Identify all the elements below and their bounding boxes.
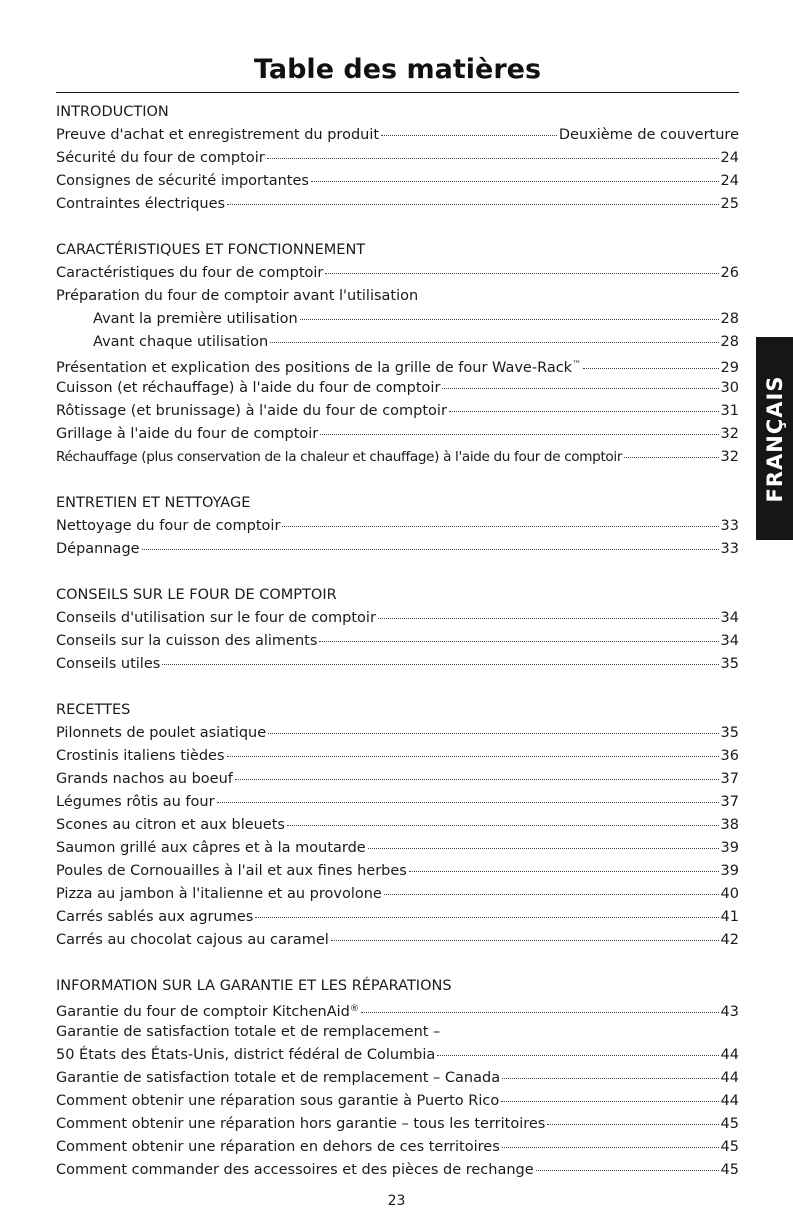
entry-title-text: Présentation et explication des positions de la grille de four Wave-Rack — [56, 360, 573, 376]
entry-title — [56, 1113, 545, 1136]
entry-page: 35 — [720, 725, 739, 741]
entry-title-text: Avant la première utilisation — [93, 311, 298, 327]
entry-title-text: Avant chaque utilisation — [93, 334, 269, 350]
entry-title — [56, 630, 317, 653]
section-heading: CONSEILS SUR LE FOUR DE COMPTOIR — [56, 587, 337, 603]
table-of-contents — [56, 101, 739, 1182]
toc-entry — [56, 124, 739, 147]
entry-title-text: Réchauffage (plus conservation de la chaleur et chauffage) à l'aide du four de comptoir — [56, 449, 623, 465]
toc-entry — [56, 1090, 739, 1113]
dot-leader — [384, 894, 719, 895]
entry-title — [56, 791, 215, 814]
language-tab — [756, 337, 793, 540]
section-heading: ENTRETIEN ET NETTOYAGE — [56, 495, 251, 511]
entry-page: 43 — [720, 1004, 739, 1020]
entry-title — [56, 262, 323, 285]
entry-title-text: Garantie de satisfaction totale et de remplacement – Canada — [56, 1070, 501, 1086]
section-heading: INFORMATION SUR LA GARANTIE ET LES RÉPARATIONS — [56, 978, 452, 994]
entry-page: 45 — [720, 1139, 739, 1155]
entry-title — [56, 538, 140, 561]
entry-title — [56, 883, 382, 906]
entry-title — [56, 653, 160, 676]
language-tab-label: FRANÇAIS — [762, 375, 787, 502]
entry-title — [56, 515, 280, 538]
entry-page: 33 — [720, 518, 739, 534]
toc-entry — [56, 170, 739, 193]
entry-page: 40 — [720, 886, 739, 902]
entry-title-text: Comment obtenir une réparation en dehors de ces territoires — [56, 1139, 500, 1155]
entry-title — [56, 607, 376, 630]
dot-leader — [536, 1170, 719, 1171]
entry-page: 41 — [720, 909, 739, 925]
toc-entry — [56, 883, 739, 906]
entry-title-text: Consignes de sécurité importantes — [56, 173, 309, 189]
entry-page: 39 — [720, 863, 739, 879]
entry-title — [56, 1024, 440, 1040]
entry-page: 25 — [720, 196, 739, 212]
entry-title-text: Scones au citron et aux bleuets — [56, 817, 285, 833]
entry-title — [56, 124, 379, 147]
toc-entry — [56, 722, 739, 745]
entry-page: 28 — [720, 334, 739, 350]
entry-title — [56, 929, 329, 952]
section-heading: CARACTÉRISTIQUES ET FONCTIONNEMENT — [56, 242, 366, 258]
entry-page: 32 — [720, 449, 739, 465]
toc-section — [56, 699, 739, 952]
entry-page: 42 — [720, 932, 739, 948]
toc-section — [56, 975, 739, 1182]
toc-entry — [56, 354, 739, 377]
entry-title — [56, 288, 418, 304]
entry-title-text: Conseils d'utilisation sur le four de comptoir — [56, 610, 376, 626]
toc-entry — [56, 377, 739, 400]
entry-title-text: Préparation du four de comptoir avant l'utilisation — [56, 288, 419, 304]
dot-leader — [142, 549, 719, 550]
entry-title — [56, 814, 285, 837]
dot-leader — [331, 940, 719, 941]
entry-title — [56, 837, 366, 860]
page-number: 23 — [387, 1193, 406, 1209]
toc-entry — [56, 860, 739, 883]
entry-title-text: Garantie de satisfaction totale et de remplacement – — [56, 1024, 441, 1040]
entry-page: 24 — [720, 173, 739, 189]
entry-title-text: Poules de Cornouailles à l'ail et aux fines herbes — [56, 863, 407, 879]
entry-title-text: Contraintes électriques — [56, 196, 226, 212]
toc-entry — [56, 147, 739, 170]
toc-entry — [56, 653, 739, 676]
entry-title-text: Saumon grillé aux câpres et à la moutarde — [56, 840, 366, 856]
entry-title — [56, 1067, 500, 1090]
section-heading: RECETTES — [56, 702, 131, 718]
entry-title-text: Grillage à l'aide du four de comptoir — [56, 426, 319, 442]
dot-leader — [501, 1101, 718, 1102]
dot-leader — [624, 457, 718, 458]
dot-leader — [217, 802, 719, 803]
dot-leader — [449, 411, 719, 412]
toc-page — [56, 0, 739, 1182]
entry-title-text: Pilonnets de poulet asiatique — [56, 725, 267, 741]
entry-title-text: Crostinis italiens tièdes — [56, 748, 225, 764]
toc-entry — [56, 837, 739, 860]
entry-title — [56, 768, 233, 791]
entry-title — [56, 446, 622, 469]
entry-title-text: Sécurité du four de comptoir — [56, 150, 265, 166]
entry-title — [93, 331, 268, 354]
entry-title-text: Rôtissage (et brunissage) à l'aide du four de comptoir — [56, 403, 447, 419]
dot-leader — [361, 1012, 719, 1013]
dot-leader — [300, 319, 719, 320]
dot-leader — [235, 779, 719, 780]
dot-leader — [311, 181, 719, 182]
dot-leader — [381, 135, 557, 136]
toc-entry — [56, 308, 739, 331]
trademark-mark: ™ — [572, 360, 582, 370]
entry-page: 45 — [720, 1162, 739, 1178]
toc-entry — [56, 285, 739, 308]
dot-leader — [267, 158, 719, 159]
entry-page: 37 — [720, 794, 739, 810]
dot-leader — [409, 871, 719, 872]
dot-leader — [583, 368, 718, 369]
dot-leader — [502, 1147, 719, 1148]
section-heading: INTRODUCTION — [56, 104, 169, 120]
dot-leader — [368, 848, 719, 849]
dot-leader — [255, 917, 718, 918]
entry-page: 28 — [720, 311, 739, 327]
toc-entry — [56, 630, 739, 653]
toc-entry — [56, 1067, 739, 1090]
entry-title — [56, 170, 309, 193]
entry-title — [56, 147, 265, 170]
entry-page: Deuxième de couverture — [558, 127, 739, 143]
entry-page: 35 — [720, 656, 739, 672]
dot-leader — [282, 526, 718, 527]
dot-leader — [325, 273, 718, 274]
dot-leader — [319, 641, 718, 642]
entry-page: 26 — [720, 265, 739, 281]
toc-entry — [56, 193, 739, 216]
entry-title-text: Conseils utiles — [56, 656, 161, 672]
toc-section — [56, 239, 739, 469]
entry-title-text: Garantie du four de comptoir KitchenAid — [56, 1004, 350, 1020]
entry-page: 44 — [720, 1047, 739, 1063]
toc-entry — [56, 331, 739, 354]
entry-page: 34 — [720, 633, 739, 649]
entry-page: 39 — [720, 840, 739, 856]
entry-title-text: Carrés sablés aux agrumes — [56, 909, 254, 925]
dot-leader — [378, 618, 719, 619]
toc-entry — [56, 768, 739, 791]
toc-section — [56, 492, 739, 561]
dot-leader — [162, 664, 718, 665]
toc-entry — [56, 1021, 739, 1044]
entry-page: 31 — [720, 403, 739, 419]
toc-section — [56, 584, 739, 676]
toc-entry — [56, 745, 739, 768]
toc-entry — [56, 906, 739, 929]
toc-entry — [56, 1113, 739, 1136]
toc-entry — [56, 814, 739, 837]
entry-page: 29 — [720, 360, 739, 376]
entry-title-text: Dépannage — [56, 541, 140, 557]
dot-leader — [268, 733, 718, 734]
entry-title — [56, 400, 447, 423]
entry-title — [56, 745, 225, 768]
entry-title-text: Preuve d'achat et enregistrement du produit — [56, 127, 380, 143]
entry-page: 44 — [720, 1093, 739, 1109]
entry-page: 38 — [720, 817, 739, 833]
page-title: Table des matières — [253, 54, 542, 85]
entry-title — [93, 308, 298, 331]
toc-entry — [56, 998, 739, 1021]
toc-entry — [56, 446, 739, 469]
entry-title-text: 50 États des États-Unis, district fédéral de Columbia — [56, 1047, 436, 1063]
entry-title-text: Pizza au jambon à l'italienne et au provolone — [56, 886, 382, 902]
entry-title-text: Comment obtenir une réparation hors garantie – tous les territoires — [56, 1116, 546, 1132]
title-rule — [56, 92, 739, 93]
entry-title-text: Caractéristiques du four de comptoir — [56, 265, 324, 281]
dot-leader — [227, 756, 719, 757]
dot-leader — [437, 1055, 718, 1056]
entry-title-text: Cuisson (et réchauffage) à l'aide du four de comptoir — [56, 380, 441, 396]
entry-title — [56, 193, 225, 216]
entry-page: 33 — [720, 541, 739, 557]
toc-entry — [56, 538, 739, 561]
entry-page: 30 — [720, 380, 739, 396]
entry-title-text: Carrés au chocolat cajous au caramel — [56, 932, 329, 948]
entry-title — [56, 1136, 500, 1159]
toc-entry — [56, 423, 739, 446]
entry-title — [56, 860, 407, 883]
entry-title — [56, 1159, 534, 1182]
toc-entry — [56, 1044, 739, 1067]
entry-title — [56, 722, 266, 745]
toc-entry — [56, 607, 739, 630]
dot-leader — [547, 1124, 718, 1125]
entry-title — [56, 906, 253, 929]
dot-leader — [227, 204, 718, 205]
toc-entry — [56, 262, 739, 285]
entry-title — [56, 1090, 499, 1113]
entry-page: 24 — [720, 150, 739, 166]
entry-title-text: Conseils sur la cuisson des aliments — [56, 633, 318, 649]
entry-page: 44 — [720, 1070, 739, 1086]
toc-entry — [56, 515, 739, 538]
dot-leader — [442, 388, 718, 389]
entry-page: 32 — [720, 426, 739, 442]
entry-title-text: Comment obtenir une réparation sous garantie à Puerto Rico — [56, 1093, 500, 1109]
dot-leader — [320, 434, 718, 435]
trademark-mark: ® — [349, 1004, 359, 1014]
entry-title-text: Grands nachos au boeuf — [56, 771, 233, 787]
dot-leader — [287, 825, 719, 826]
entry-page: 45 — [720, 1116, 739, 1132]
entry-title-text: Nettoyage du four de comptoir — [56, 518, 281, 534]
dot-leader — [270, 342, 718, 343]
entry-title-text: Comment commander des accessoires et des pièces de rechange — [56, 1162, 534, 1178]
dot-leader — [502, 1078, 718, 1079]
toc-entry — [56, 1136, 739, 1159]
entry-title — [56, 423, 318, 446]
toc-entry — [56, 1159, 739, 1182]
entry-title-text: Légumes rôtis au four — [56, 794, 215, 810]
toc-section — [56, 101, 739, 216]
toc-entry — [56, 929, 739, 952]
entry-page: 34 — [720, 610, 739, 626]
entry-title — [56, 377, 440, 400]
entry-page: 37 — [720, 771, 739, 787]
entry-page: 36 — [720, 748, 739, 764]
entry-title — [56, 1044, 435, 1067]
toc-entry — [56, 791, 739, 814]
toc-entry — [56, 400, 739, 423]
